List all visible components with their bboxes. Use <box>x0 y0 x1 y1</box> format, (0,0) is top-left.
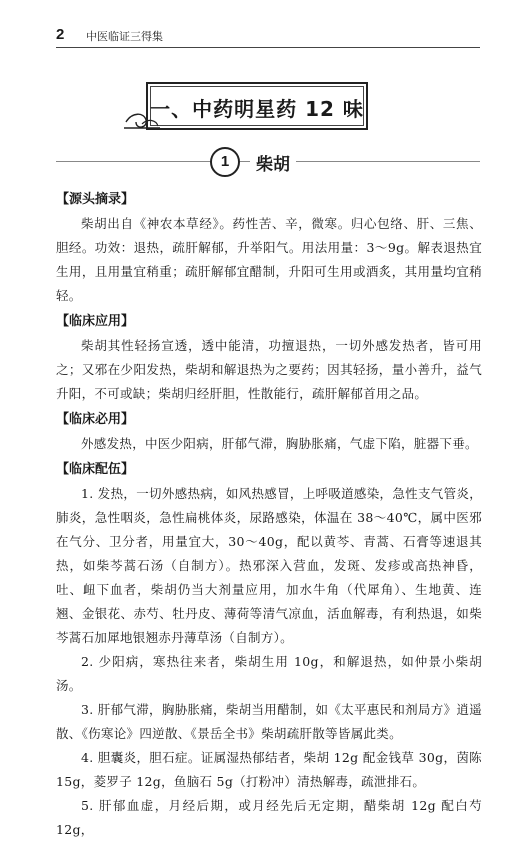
section-title-text: 柴胡 <box>250 150 296 175</box>
running-header <box>56 26 480 46</box>
paragraph: 柴胡出自《神农本草经》。药性苦、辛，微寒。归心包络、肝、三焦、胆经。功效：退热，疏肝解郁，升举阳气。用法用量：3～9g。解表退热宜生用，且用量宜稍重；疏肝解郁宜醋制，升阳可生用或酒炙，其用量均宜稍轻。 <box>56 216 482 303</box>
paragraph: 柴胡其性轻扬宣透，透中能清，功擅退热，一切外感发热者，皆可用之；又邪在少阳发热，柴胡和解退热为之要药；因其轻扬，量小善升，益气升阳，不可或缺；柴胡归经肝胆，性散能行，疏肝解郁首用之品。 <box>56 338 482 401</box>
body-text <box>56 186 482 842</box>
block-heading: 【源头摘录】 <box>56 192 135 207</box>
paragraph: 2. 少阳病，寒热往来者，柴胡生用 10g，和解退热，如仲景小柴胡汤。 <box>56 654 482 693</box>
paragraph: 4. 胆囊炎，胆石症。证属湿热郁结者，柴胡 12g 配金钱草 30g，茵陈 15g，菱罗子 12g，鱼脑石 5g（打粉冲）清热解毒，疏泄排石。 <box>56 750 482 789</box>
book-title: 中医临证三得集 <box>86 30 163 43</box>
paragraph: 外感发热，中医少阳病，肝郁气滞，胸胁胀痛，气虚下陷，脏器下垂。 <box>81 436 478 451</box>
paragraph: 5. 肝郁血虚，月经后期，或月经先后无定期，醋柴胡 12g 配白芍 12g， <box>56 798 482 837</box>
decorative-swirl-icon <box>122 108 162 132</box>
block-heading: 【临床必用】 <box>56 412 135 427</box>
chapter-title-box <box>146 82 368 130</box>
header-rule <box>56 47 480 48</box>
page-number: 2 <box>56 26 65 43</box>
chapter-title: 一、中药明星药 12 味 <box>150 97 364 121</box>
block-heading: 【临床配伍】 <box>56 462 135 477</box>
paragraph: 1. 发热，一切外感热病，如风热感冒，上呼吸道感染，急性支气管炎，肺炎，急性咽炎，急性扁桃体炎，尿路感染，体温在 38～40℃，属中医邪在气分、卫分者，用量宜大，30～40g，配以黄芩、青蒿、石膏等速退其热，如柴芩蒿石汤（自制方）。热邪深入营血，发斑、发疹或高热神昏，吐、衄下血者，柴胡仍当大剂量应用，加水牛角（代犀角）、生地黄、连翘、金银花、赤芍、牡丹皮、薄荷等清气凉血，活血解毒，有利热退，如柴芩蒿石加犀地银翘赤丹薄草汤（自制方）。 <box>56 486 482 645</box>
block-heading: 【临床应用】 <box>56 314 135 329</box>
section-number: 1 <box>210 147 240 177</box>
paragraph: 3. 肝郁气滞，胸胁胀痛，柴胡当用醋制，如《太平惠民和剂局方》逍遥散、《伤寒论》四逆散、《景岳全书》柴胡疏肝散等皆属此类。 <box>56 702 482 741</box>
